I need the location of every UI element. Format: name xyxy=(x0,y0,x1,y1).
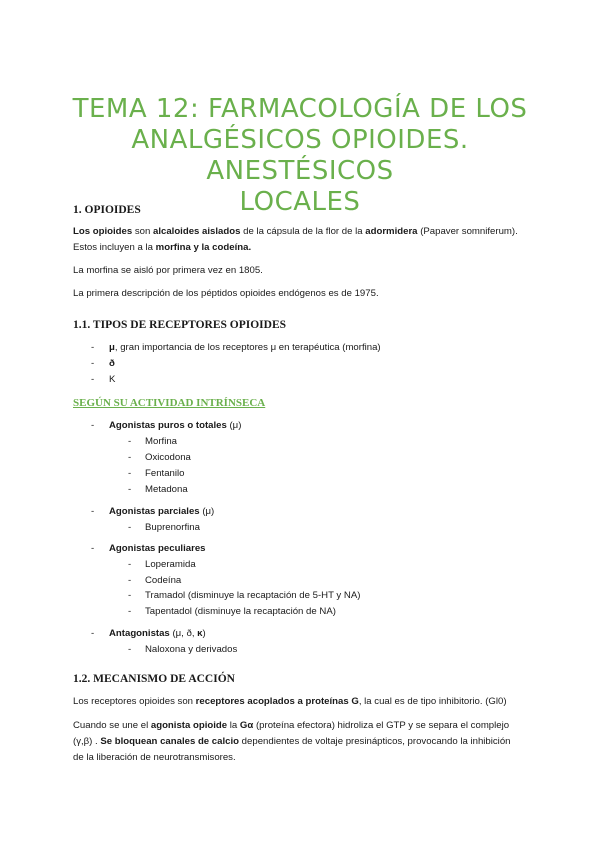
text-run: de la cápsula de la flor de la xyxy=(240,226,366,237)
bold-text: alcaloides aislados xyxy=(152,226,241,237)
text-run: (Papaver somniferum). xyxy=(417,226,518,237)
subitem-dash: - xyxy=(128,644,132,655)
subitem-dash: - xyxy=(128,606,132,617)
text-run: (μ) xyxy=(226,420,242,431)
paragraph-mecanismo-2-line-2 xyxy=(73,736,511,748)
subitem-dash: - xyxy=(128,436,132,447)
list-item: Tramadol (disminuye la recaptación de 5-HT y NA) xyxy=(145,590,361,601)
subitem-dash: - xyxy=(128,575,132,586)
text-run: dependientes de voltaje presinápticos, provocando la inhibición xyxy=(239,736,511,747)
text-run: (proteína efectora) hidroliza el GTP y se separa el complejo xyxy=(253,720,510,731)
subheading-actividad-intrinseca: SEGÚN SU ACTIVIDAD INTRÍNSECA xyxy=(73,397,266,409)
subitem-dash: - xyxy=(128,559,132,570)
text-run: son xyxy=(132,226,153,237)
paragraph-opioides-line-2 xyxy=(73,242,251,254)
bold-text: morfina y la codeína. xyxy=(155,242,252,253)
paragraph-opioides-line-1 xyxy=(73,226,518,238)
text-run: , la cual es de tipo inhibitorio. (Gl0) xyxy=(358,696,507,707)
bold-text: κ xyxy=(197,628,203,639)
paragraph-mecanismo-2-line-3: de la liberación de neurotransmisores. xyxy=(73,752,236,763)
receptor-bullet-dash: - xyxy=(91,342,95,353)
text-run: Cuando se une el xyxy=(73,720,151,731)
bold-text: Antagonistas xyxy=(109,628,170,639)
bold-text: Agonistas puros o totales xyxy=(109,420,227,431)
text-run: Los receptores opioides son xyxy=(73,696,196,707)
subitem-dash: - xyxy=(128,522,132,533)
title-line-2: ANALGÉSICOS OPIOIDES. ANESTÉSICOS xyxy=(131,125,469,186)
group-bullet-dash: - xyxy=(91,420,95,431)
list-item: Naloxona y derivados xyxy=(145,644,238,655)
paragraph-mecanismo-2-line-1 xyxy=(73,720,509,732)
bold-text: adormidera xyxy=(365,226,418,237)
section-heading-tipos-receptores: 1.1. TIPOS DE RECEPTORES OPIOIDES xyxy=(73,319,287,331)
text-run: (γ,β) . xyxy=(73,736,101,747)
bold-text: agonista opioide xyxy=(150,720,228,731)
list-item: Oxicodona xyxy=(145,452,191,463)
receptor-bullet-dash: - xyxy=(91,358,95,369)
group-antagonistas xyxy=(109,628,206,640)
page-title xyxy=(40,94,560,218)
list-item: Metadona xyxy=(145,484,188,495)
title-line-3: LOCALES xyxy=(239,187,361,217)
receptor-mu xyxy=(109,342,381,354)
group-agonistas-peculiares xyxy=(109,543,206,555)
title-line-1: TEMA 12: FARMACOLOGÍA DE LOS xyxy=(72,94,528,124)
bold-text: Agonistas peculiares xyxy=(109,543,206,554)
section-heading-mecanismo: 1.2. MECANISMO DE ACCIÓN xyxy=(73,673,235,685)
list-item: Loperamida xyxy=(145,559,196,570)
group-bullet-dash: - xyxy=(91,628,95,639)
group-bullet-dash: - xyxy=(91,543,95,554)
paragraph-peptidos-date: La primera descripción de los péptidos opioides endógenos es de 1975. xyxy=(73,288,379,299)
list-item: Codeína xyxy=(145,575,182,586)
bold-text: Agonistas parciales xyxy=(109,506,200,517)
group-agonistas-parciales xyxy=(109,506,214,518)
bold-text: receptores acoplados a proteínas G xyxy=(195,696,359,707)
bold-text: Los opioides xyxy=(73,226,133,237)
subitem-dash: - xyxy=(128,484,132,495)
list-item: Fentanilo xyxy=(145,468,185,479)
subitem-dash: - xyxy=(128,590,132,601)
subitem-dash: - xyxy=(128,468,132,479)
bold-text: ð xyxy=(109,358,115,369)
group-bullet-dash: - xyxy=(91,506,95,517)
subitem-dash: - xyxy=(128,452,132,463)
text-run: (μ) xyxy=(199,506,215,517)
bold-text: μ xyxy=(109,342,115,353)
text-run: la xyxy=(227,720,240,731)
paragraph-morfina-date: La morfina se aisló por primera vez en 1805. xyxy=(73,265,263,276)
text-run: ) xyxy=(202,628,206,639)
text-run: Estos incluyen a la xyxy=(73,242,156,253)
text-run: , gran importancia de los receptores μ en terapéutica (morfina) xyxy=(114,342,381,353)
receptor-kappa: K xyxy=(109,374,116,385)
list-item: Tapentadol (disminuye la recaptación de NA) xyxy=(145,606,336,617)
receptor-bullet-dash: - xyxy=(91,374,95,385)
group-agonistas-puros xyxy=(109,420,241,432)
list-item: Buprenorfina xyxy=(145,522,200,533)
bold-text: Se bloquean canales de calcio xyxy=(100,736,240,747)
receptor-delta xyxy=(109,358,115,370)
paragraph-mecanismo-1 xyxy=(73,696,507,708)
text-run: (μ, ð, xyxy=(169,628,198,639)
list-item: Morfina xyxy=(145,436,177,447)
section-heading-opioides: 1. OPIOIDES xyxy=(73,204,141,216)
bold-text: Gα xyxy=(239,720,254,731)
